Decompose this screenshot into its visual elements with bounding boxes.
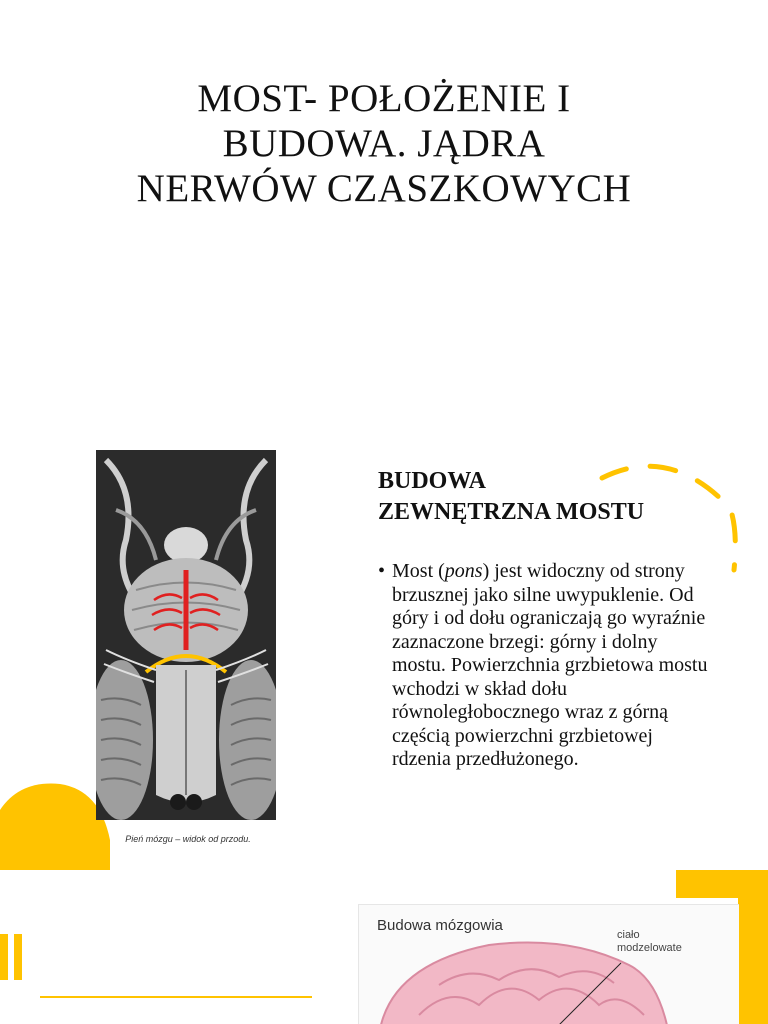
content-slide xyxy=(0,410,768,870)
slide-title xyxy=(60,76,708,211)
bullet-text-after: ) jest widoczny od strony brzusznej jako silne uwypuklenie. Od góry i od dołu ograniczają go wyraźnie zaznaczone brzegi: górny i dolny mostu. Powierzchnia grzbietowa mostu wchodzi w skład dołu równoległobocznego wraz z górną częścią powierzchni grzbietowej rdzenia przedłużonego. xyxy=(392,560,708,770)
section-heading xyxy=(378,466,718,528)
title-line-3: NERWÓW CZASZKOWYCH xyxy=(136,167,632,210)
figure-label-line-1: ciało xyxy=(617,929,640,941)
brainstem-illustration xyxy=(96,450,276,820)
figure-title: Budowa mózgowia xyxy=(377,917,503,934)
yellow-divider-line xyxy=(40,996,312,998)
bullet-list xyxy=(378,560,708,772)
yellow-corner-shape xyxy=(0,780,110,870)
brain-structure-figure xyxy=(358,904,739,1024)
image-caption: Pień mózgu – widok od przodu. xyxy=(125,834,251,844)
bullet-text-before: Most ( xyxy=(392,560,445,582)
heading-line-1: BUDOWA xyxy=(378,468,487,494)
title-slide xyxy=(0,0,768,410)
bullet-italic-term: pons xyxy=(444,560,483,582)
title-line-2: BUDOWA. JĄDRA xyxy=(222,122,546,165)
figure-label-line-2: modzelowate xyxy=(617,942,682,954)
heading-line-2: ZEWNĘTRZNA MOSTU xyxy=(378,499,645,525)
title-line-1: MOST- POŁOŻENIE I xyxy=(197,77,571,120)
brain-drawing xyxy=(359,905,739,1024)
bullet-item xyxy=(378,560,708,772)
yellow-bars-decoration xyxy=(0,934,24,980)
next-slide-partial xyxy=(0,870,768,1024)
